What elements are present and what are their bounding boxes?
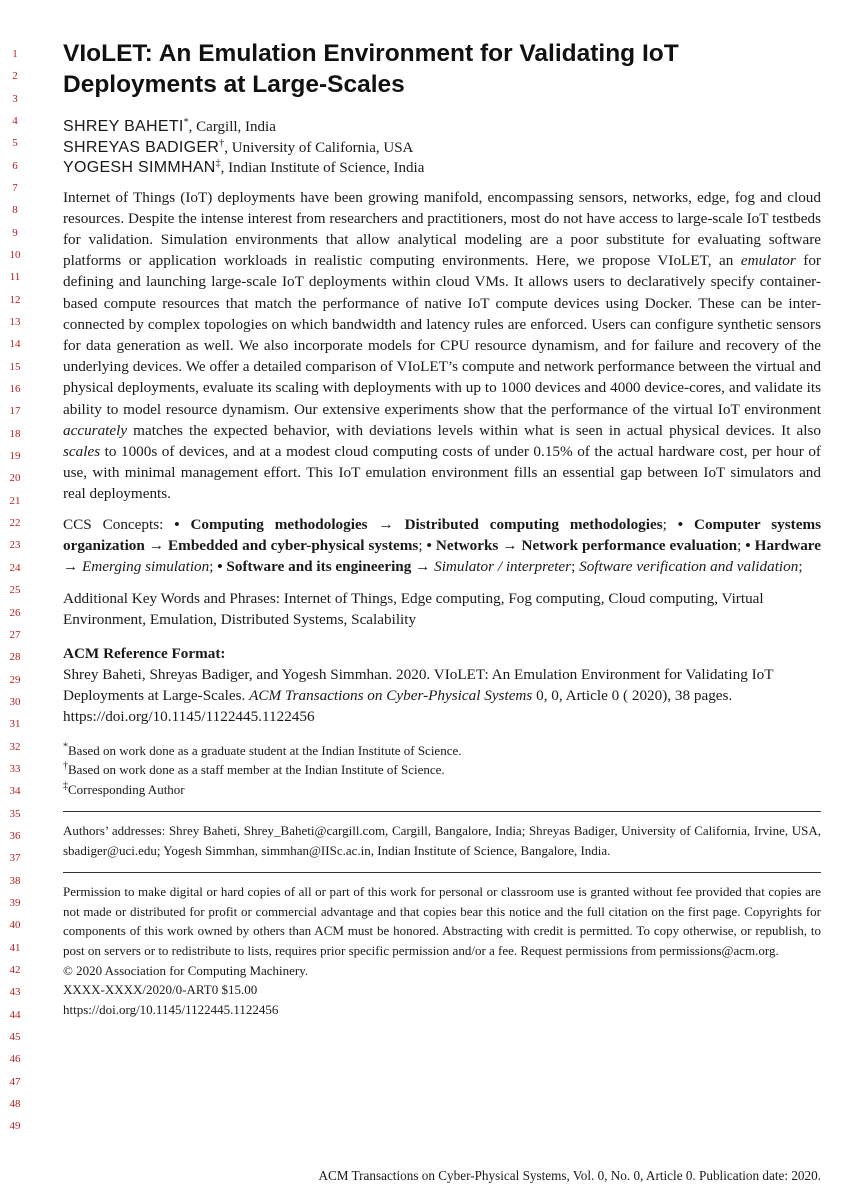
permission-notice: Permission to make digital or hard copies of all or part of this work for personal or classroom use is granted without fee provided that copies are not made or distributed for profit or commercial advantage and that copies bear this notice and the full citation on the first page. Copyrights for components of this work owned by others than ACM must be honored. Abstracting with credit is permitted. To copy otherwise, or republish, to post on servers or to redistribute to lists, requires prior specific permission and/or a fee. Request permissions from permissions@acm.org.: [63, 884, 821, 959]
ccs-separator: ;: [418, 536, 427, 554]
abstract: [63, 187, 821, 505]
line-number: 22: [9, 517, 21, 530]
ccs-concept: Computing methodologies: [190, 515, 368, 533]
ccs-separator: ;: [571, 557, 580, 575]
footnote-mark: *: [63, 741, 68, 753]
footnote-text: Corresponding Author: [68, 781, 185, 797]
divider: [63, 872, 821, 873]
line-number: 20: [9, 472, 21, 485]
author-affiliation: , Indian Institute of Science, India: [220, 160, 425, 176]
author-name: SHREY BAHETI: [63, 118, 184, 135]
doi-line: https://doi.org/10.1145/1122445.1122456: [63, 1001, 279, 1017]
ccs-label: CCS Concepts:: [63, 515, 175, 533]
reference-heading: ACM Reference Format:: [63, 644, 226, 662]
line-number: 23: [9, 539, 21, 552]
abstract-text: to 1000s of devices, and at a modest cloud computing costs of under 0.15% of the actual hardware cost, per hour of use, with minimal management effort. This IoT emulation environment fills an essential gap between IoT simulators and real deployments.: [63, 442, 821, 503]
reference-details: 0, 0, Article 0 ( 2020), 38 pages. https://doi.org/10.1145/1122445.1122456: [63, 686, 733, 725]
keywords: Additional Key Words and Phrases: Internet of Things, Edge computing, Fog computing, Cloud computing, Virtual Environment, Emulation, Distributed Systems, Scalability: [63, 590, 764, 629]
ccs-concept: Embedded and cyber-physical systems: [168, 536, 419, 554]
ccs-arrow: →: [498, 536, 522, 554]
footnote: [63, 741, 821, 761]
ccs-bullet: •: [174, 515, 180, 533]
copyright-line: © 2020 Association for Computing Machinery.: [63, 962, 309, 978]
line-number: 46: [9, 1053, 21, 1066]
abstract-emphasis: accurately: [63, 421, 128, 439]
ccs-bullet: •: [217, 557, 223, 575]
page-footer: ACM Transactions on Cyber-Physical Systems, Vol. 0, No. 0, Article 0. Publication date: 2020.: [318, 1168, 821, 1183]
ccs-separator: ;: [737, 536, 746, 554]
line-number: 40: [9, 919, 21, 932]
line-number: 25: [9, 584, 21, 597]
line-number: 6: [12, 159, 18, 172]
line-number: 16: [9, 383, 21, 396]
line-number: 33: [9, 762, 21, 775]
ccs-concept: Simulator / interpreter: [434, 557, 572, 575]
line-number: 36: [9, 829, 21, 842]
line-number: 14: [9, 338, 21, 351]
line-number: 34: [9, 785, 21, 798]
line-number: 19: [9, 450, 21, 463]
line-number: 15: [9, 360, 21, 373]
ccs-arrow: →: [144, 536, 169, 554]
paper-title: VIoLET: An Emulation Environment for Validating IoT Deployments at Large-Scales: [63, 40, 679, 98]
abstract-text: Internet of Things (IoT) deployments have been growing manifold, encompassing sensors, networks, edge, fog and cloud resources. Despite the intense interest from researchers and practitioners, most do not have access to large-scale IoT testbeds for validation. Simulation environments that allow analytical modeling are a poor substitute for evaluating software platforms or application workloads in realistic computing environments. Here, we propose VIoLET, an: [63, 188, 821, 270]
footnote-mark: ‡: [215, 158, 221, 169]
line-number: 31: [9, 718, 21, 731]
abstract-text: matches the expected behavior, with deviations levels within what is seen in actual physical devices. It also: [127, 421, 821, 439]
author-name: YOGESH SIMMHAN: [63, 159, 216, 176]
ccs-concept: Emerging simulation: [81, 557, 210, 575]
issn-line: XXXX-XXXX/2020/0-ART0 $15.00: [63, 982, 258, 998]
ccs-separator: ;: [662, 515, 678, 533]
line-number: 10: [9, 249, 21, 262]
footnote: [63, 760, 821, 780]
author-entry: [63, 117, 821, 138]
ccs-bullet: •: [426, 536, 432, 554]
line-number: 38: [9, 874, 21, 887]
abstract-emphasis: emulator: [740, 252, 796, 270]
line-number: 24: [9, 561, 21, 574]
reference-citation: Shrey Baheti, Shreyas Badiger, and Yogesh Simmhan. 2020. VIoLET: An Emulation Environment for Validating IoT Deployments at Large-Scales.: [63, 665, 774, 704]
line-number: 3: [12, 92, 18, 105]
line-number: 39: [9, 896, 21, 909]
line-number: 29: [9, 673, 21, 686]
author-entry: [63, 138, 821, 159]
reference-text: [63, 664, 821, 727]
line-number: 2: [12, 70, 18, 83]
line-number: 49: [9, 1120, 21, 1133]
reference-journal: ACM Transactions on Cyber-Physical Systems: [249, 686, 533, 704]
footnotes: [63, 741, 821, 800]
line-number: 5: [12, 137, 18, 150]
line-number: 35: [9, 807, 21, 820]
ccs-bullet: •: [745, 536, 751, 554]
author-entry: [63, 158, 821, 179]
line-number: 42: [9, 963, 21, 976]
ccs-concepts: [63, 514, 821, 578]
line-number-gutter: [0, 0, 34, 1200]
ccs-arrow: →: [63, 557, 82, 575]
line-number: 44: [9, 1008, 21, 1021]
author-list: [63, 117, 821, 179]
line-number: 41: [9, 941, 21, 954]
line-number: 9: [12, 226, 18, 239]
footnote-text: Based on work done as a staff member at the Indian Institute of Science.: [68, 762, 445, 778]
ccs-bullet: •: [677, 515, 684, 533]
line-number: 27: [9, 628, 21, 641]
footnote-mark: †: [63, 760, 68, 772]
author-addresses: Authors’ addresses: Shrey Baheti, Shrey_Baheti@cargill.com, Cargill, Bangalore, India; Shreyas Badiger, University of California, Irvine, USA, sbadiger@uci.edu; Yogesh Simmhan, simmhan@IISc.ac.in, Indian Institute of Science, Bangalore, India.: [63, 823, 821, 858]
line-number: 28: [9, 651, 21, 664]
ccs-concept: Software verification and validation: [579, 557, 799, 575]
ccs-concept: Computer systems organization: [63, 515, 822, 554]
line-number: 7: [12, 182, 18, 195]
line-number: 37: [9, 852, 21, 865]
ccs-concept: Networks: [435, 536, 499, 554]
author-name: SHREYAS BADIGER: [63, 138, 220, 156]
ccs-concept: Distributed computing methodologies: [404, 515, 663, 533]
author-affiliation: , University of California, USA: [224, 139, 414, 156]
footnote-mark: ‡: [63, 780, 68, 792]
paper-body: [63, 38, 821, 1019]
abstract-text: for defining and launching large-scale IoT deployments within cloud VMs. It allows users to declaratively specify container-based compute resources that match the performance of native IoT compute devices using Docker. These can be inter-connected by complex topologies on which bandwidth and latency rules are enforced. Users can configure synthetic sensors for data generation as well. We also incorporate models for CPU resource dynamism, and for failure and recovery of the underlying devices. We offer a detailed comparison of VIoLET’s compute and network performance between the virtual and physical deployments, evaluate its scaling with deployments with up to 1000 devices and 4000 device-cores, and validate its ability to model resource dynamism. Our extensive experiments show that the performance of the virtual IoT environment: [63, 252, 821, 418]
abstract-emphasis: scales: [63, 442, 101, 460]
author-affiliation: , Cargill, India: [188, 119, 276, 135]
ccs-end: ;: [798, 557, 803, 575]
footnote-mark: †: [219, 137, 225, 149]
ccs-concept: Software and its engineering: [226, 557, 412, 575]
line-number: 43: [9, 986, 21, 999]
line-number: 30: [9, 695, 21, 708]
line-number: 12: [9, 293, 21, 306]
line-number: 13: [9, 316, 21, 329]
ccs-separator: ;: [209, 557, 218, 575]
line-number: 18: [9, 427, 21, 440]
line-number: 32: [9, 740, 21, 753]
footnote-text: Based on work done as a graduate student at the Indian Institute of Science.: [68, 742, 462, 758]
line-number: 8: [12, 204, 18, 217]
line-number: 21: [9, 494, 21, 507]
line-number: 4: [12, 115, 18, 128]
line-number: 1: [12, 48, 18, 60]
line-number: 47: [9, 1075, 21, 1088]
divider: [63, 811, 821, 812]
line-number: 26: [9, 606, 21, 619]
footnote: [63, 780, 821, 800]
line-number: 17: [9, 405, 21, 418]
line-number: 48: [9, 1097, 21, 1110]
ccs-concept: Hardware: [754, 536, 822, 554]
ccs-arrow: →: [367, 515, 405, 533]
ccs-concept: Network performance evaluation: [521, 536, 738, 554]
line-number: 11: [9, 271, 21, 284]
line-number: 45: [9, 1030, 21, 1043]
ccs-arrow: →: [411, 557, 435, 575]
footnote-mark: *: [183, 117, 189, 128]
